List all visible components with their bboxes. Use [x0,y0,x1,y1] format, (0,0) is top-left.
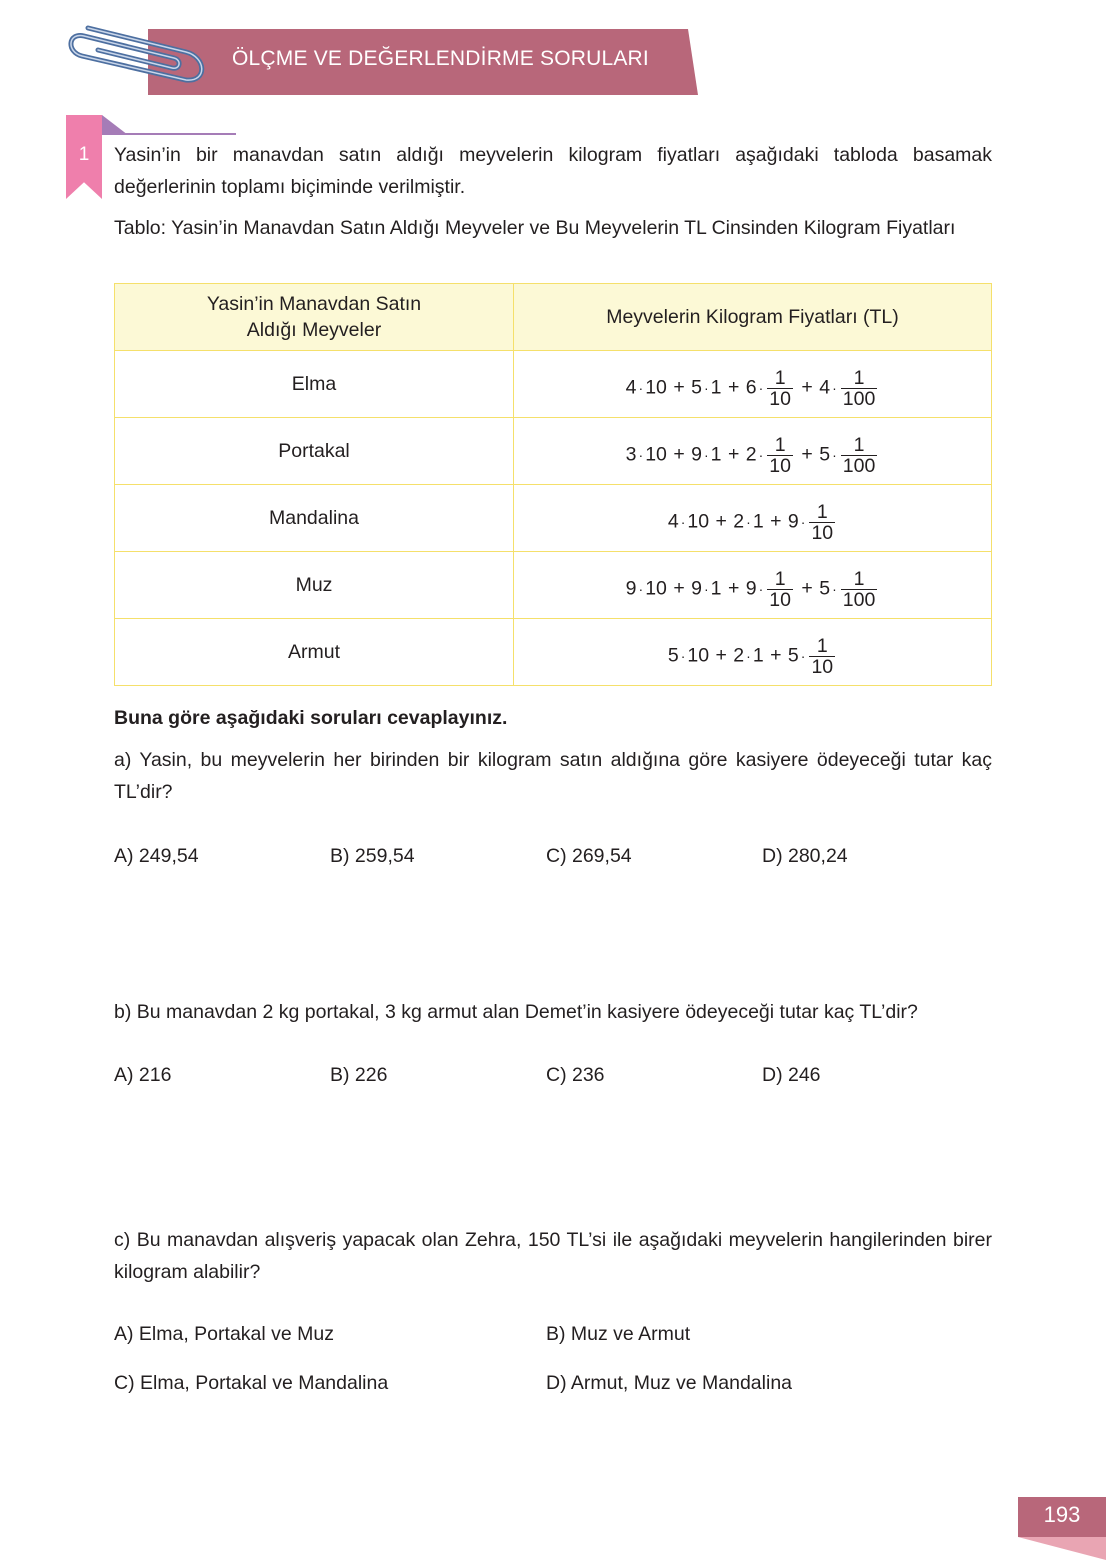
table-row [115,418,992,485]
price-expression: 5 · 10 + 2 · 1 + 5 · $\frac{1}{10}$ [667,634,834,678]
fruit-name: Armut [115,619,514,686]
price-expression-cell [514,418,992,485]
price-table [114,283,992,686]
price-expression-cell [514,619,992,686]
fruit-name: Mandalina [115,485,514,552]
table-row [115,351,992,418]
option-a-A[interactable]: A) 249,54 [114,845,199,867]
option-b-A[interactable]: A) 216 [114,1064,172,1086]
table-row [115,485,992,552]
option-c-B[interactable]: B) Muz ve Armut [546,1323,691,1345]
price-expression: 3 · 10 + 9 · 1 + 2 · $\frac{1}{10}$ + 5 · $\frac{1}{100}$ [625,433,876,477]
fruit-name: Elma [115,351,514,418]
price-expression-cell [514,351,992,418]
header-fruit-line2: Aldığı Meyveler [246,319,382,341]
fruit-name: Portakal [115,418,514,485]
table-row [115,619,992,686]
price-expression: 4 · 10 + 2 · 1 + 9 · $\frac{1}{10}$ [667,500,834,544]
question-a: a) Yasin, bu meyvelerin her birinden bir kilogram satın aldığına göre kasiyere ödeyeceği tutar kaç TL’dir? [114,749,992,803]
question-intro: Yasin’in bir manavdan satın aldığı meyvelerin kilogram fiyatları aşağıdaki tabloda basamak değerlerinin toplamı biçiminde verilmiştir. [114,144,992,198]
price-expression: 4 · 10 + 5 · 1 + 6 · $\frac{1}{10}$ + 4 · $\frac{1}{100}$ [625,366,876,410]
table-header-row [115,284,992,351]
option-b-B[interactable]: B) 226 [330,1064,388,1086]
option-b-C[interactable]: C) 236 [546,1064,605,1086]
option-a-C[interactable]: C) 269,54 [546,845,632,867]
paperclip-icon [58,16,218,96]
header-price-cell: Meyvelerin Kilogram Fiyatları (TL) [514,284,992,351]
page-number: 193 [1043,1502,1081,1527]
option-a-B[interactable]: B) 259,54 [330,845,415,867]
instructions: Buna göre aşağıdaki soruları cevaplayınız. [114,707,508,729]
question-b: b) Bu manavdan 2 kg portakal, 3 kg armut alan Demet’in kasiyere ödeyeceği tutar kaç TL’dir? [114,1001,918,1023]
page-corner [1018,1537,1106,1560]
option-c-D[interactable]: D) Armut, Muz ve Mandalina [546,1372,793,1394]
price-expression-cell [514,552,992,619]
option-a-D[interactable]: D) 280,24 [762,845,848,867]
header-fruit-cell [115,284,514,351]
fruit-name: Muz [115,552,514,619]
page-title: ÖLÇME VE DEĞERLENDİRME SORULARI [232,47,649,70]
tab-rule [102,133,236,135]
table-row [115,552,992,619]
option-b-D[interactable]: D) 246 [762,1064,821,1086]
header-fruit-line1: Yasin’in Manavdan Satın [206,293,422,315]
table-caption: Tablo: Yasin’in Manavdan Satın Aldığı Meyveler ve Bu Meyvelerin TL Cinsinden Kilogram Fiyatları [114,217,956,239]
price-expression-cell [514,485,992,552]
option-c-A[interactable]: A) Elma, Portakal ve Muz [114,1323,334,1345]
option-c-C[interactable]: C) Elma, Portakal ve Mandalina [114,1372,389,1394]
question-number: 1 [78,144,90,165]
question-c: c) Bu manavdan alışveriş yapacak olan Zehra, 150 TL’si ile aşağıdaki meyvelerin hangilerinden birer kilogram alabilir? [114,1229,992,1283]
tab-fold [102,115,128,135]
price-expression: 9 · 10 + 9 · 1 + 9 · $\frac{1}{10}$ + 5 · $\frac{1}{100}$ [625,567,876,611]
